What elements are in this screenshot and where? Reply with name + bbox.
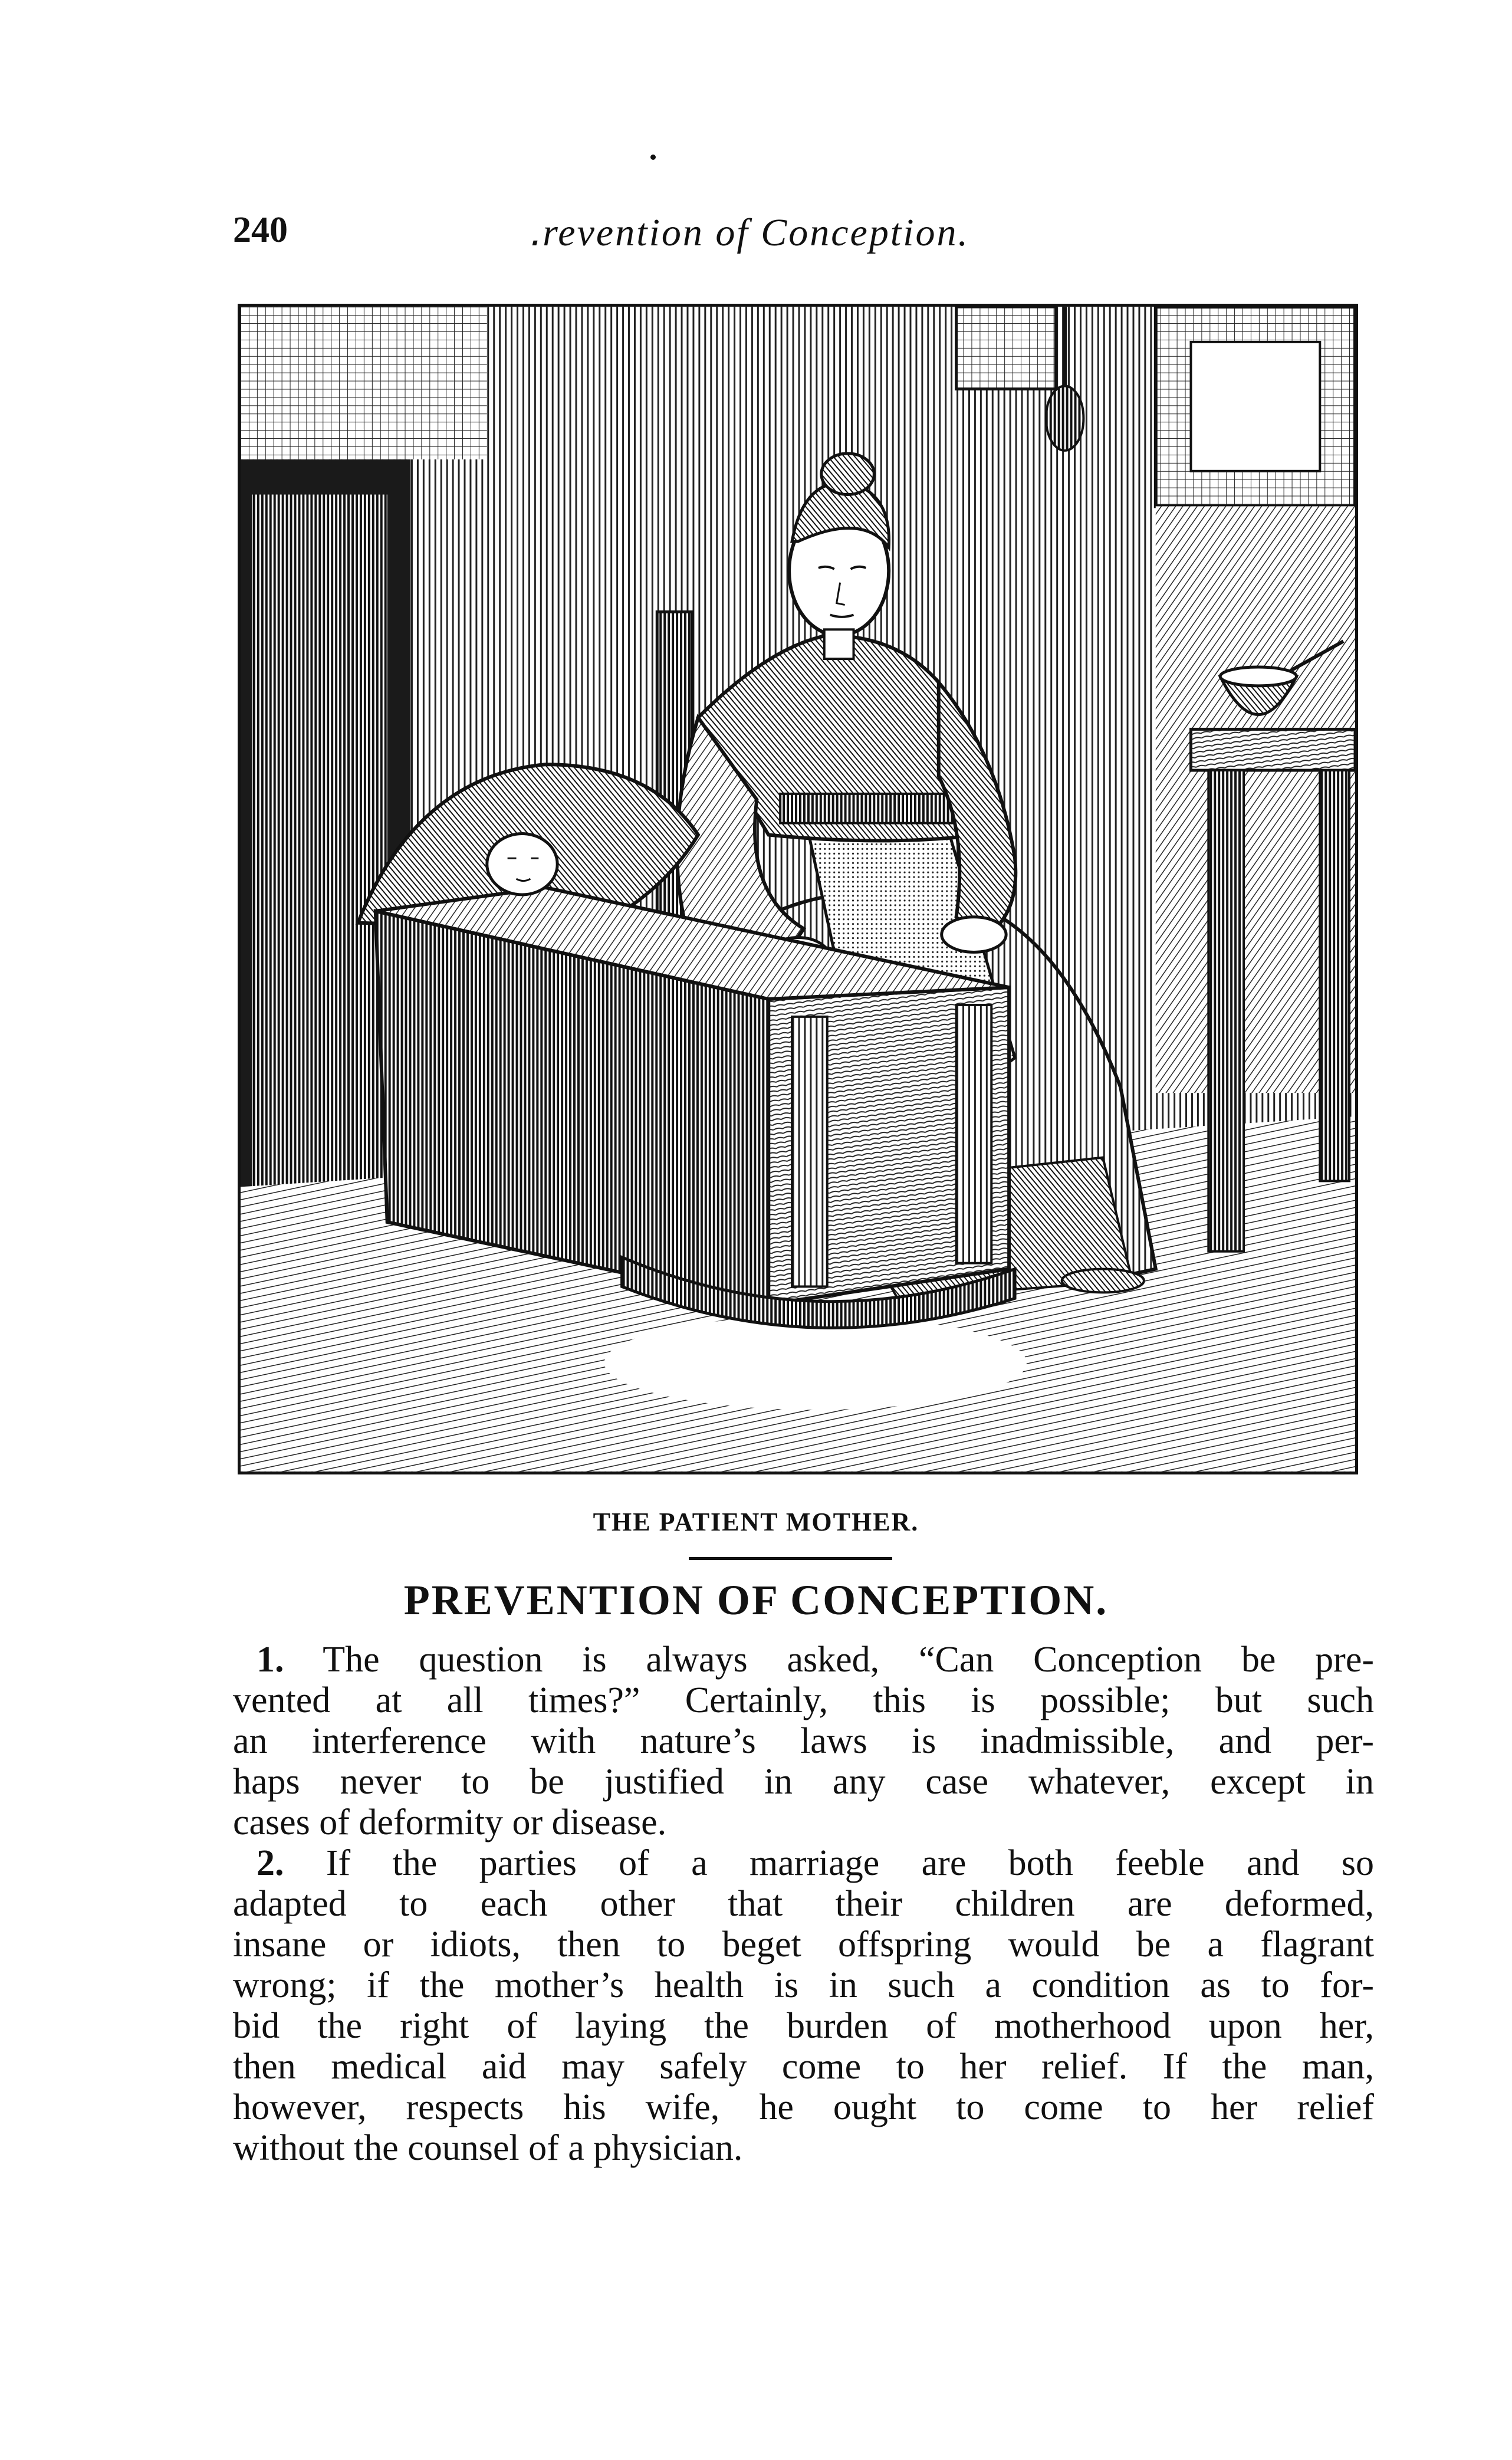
paragraph-2-line: adapted to each other that their children are deformed, (233, 1884, 1374, 1924)
engraving-svg (241, 307, 1355, 1472)
caption-divider (689, 1557, 892, 1560)
paragraph-number: 1. (257, 1640, 284, 1680)
paragraph-2-line: insane or idiots, then to beget offspring would be a flagrant (233, 1924, 1374, 1965)
paragraph-1-line: cases of deformity or disease. (233, 1802, 667, 1842)
running-head (233, 209, 1353, 262)
paragraph-2-line: wrong; if the mother’s health is in such a condition as to for- (233, 1965, 1374, 2005)
ink-speck (650, 155, 656, 160)
paragraph-2-line: then medical aid may safely come to her relief. If the man, (233, 2047, 1374, 2087)
paragraph-2-line: 2. If the parties of a marriage are both feeble and so (257, 1843, 1375, 1883)
section-heading: PREVENTION OF CONCEPTION. (403, 1576, 1109, 1624)
illustration-caption: THE PATIENT MOTHER. (593, 1507, 919, 1536)
paragraph-number: 2. (257, 1843, 284, 1883)
body-text (233, 1640, 1374, 2169)
page-number: 240 (233, 210, 288, 250)
engraving-illustration (238, 304, 1358, 1474)
paragraph-2-line: however, respects his wife, he ought to come to her relief (233, 2087, 1374, 2127)
running-title: ․revention of Conception. (528, 211, 969, 254)
paragraph-1-line: an interference with nature’s laws is inadmissible, and per- (233, 1721, 1374, 1761)
paragraph-1-line: haps never to be justified in any case whatever, except in (233, 1762, 1374, 1802)
paragraph-2-line: without the counsel of a physician. (233, 2128, 743, 2168)
paragraph-2-line: bid the right of laying the burden of motherhood upon her, (233, 2006, 1374, 2046)
paragraph-1-line: vented at all times?” Certainly, this is possible; but such (233, 1680, 1374, 1720)
paragraph-1-line: 1. The question is always asked, “Can Conception be pre- (257, 1640, 1374, 1680)
